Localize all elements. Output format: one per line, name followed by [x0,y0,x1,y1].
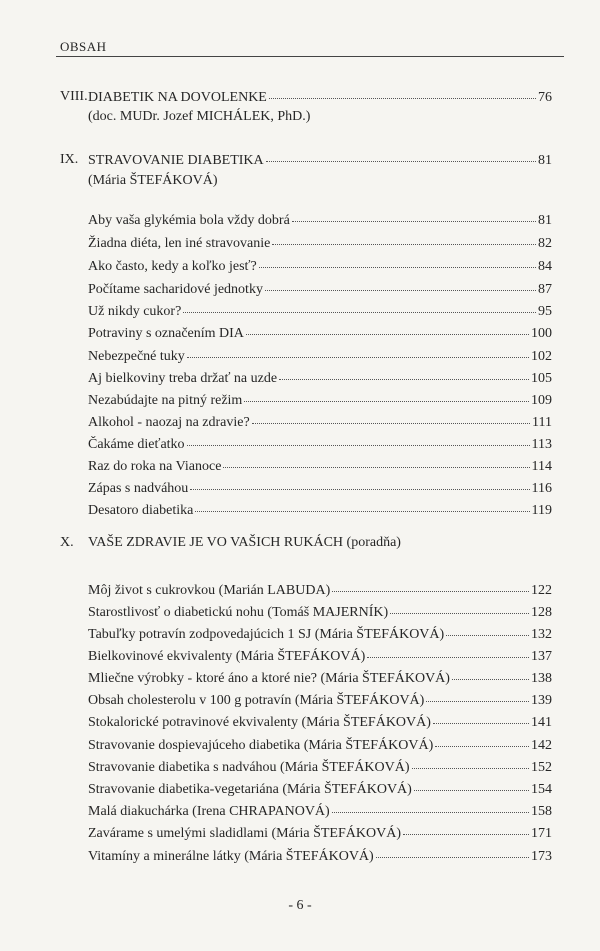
toc-entry-page-number: 119 [531,503,552,518]
dot-leader [269,85,536,99]
toc-entry-title: Nezabúdajte na pitný režim [88,393,243,408]
chapter-page-number: 76 [538,90,552,105]
toc-row [0,823,600,843]
toc-row [0,323,600,343]
toc-entry[interactable] [88,301,552,322]
toc-entry-title: Stravovanie diabetika-vegetariána (Mária ŠTEFÁKOVÁ) [88,782,412,797]
dot-leader [279,366,529,380]
toc-entry[interactable] [88,390,552,411]
toc-entry-page-number: 122 [531,583,552,598]
toc-row [0,602,600,622]
toc-entry-page-number: 114 [531,459,552,474]
toc-entry-page-number: 82 [538,236,552,251]
toc-entry[interactable] [88,279,552,300]
toc-entry-title: Vitamíny a minerálne látky (Mária ŠTEFÁKOVÁ) [88,849,374,864]
toc-entry-page-number: 141 [531,715,552,730]
toc-entry-title: Žiadna diéta, len iné stravovanie [88,236,271,251]
toc-row [0,779,600,799]
toc-row [0,690,600,710]
dot-leader [403,821,529,835]
dot-leader [223,454,529,468]
toc-entry[interactable] [88,412,552,433]
toc-entry-page-number: 132 [531,627,552,642]
toc-entry-title: Môj život s cukrovkou (Marián LABUDA) [88,583,331,598]
chapter-page-number: 81 [538,153,552,168]
toc-entry[interactable] [88,624,552,645]
toc-row [0,434,600,454]
toc-row [0,346,600,366]
chapter-heading [0,533,600,553]
toc-entry-page-number: 171 [531,826,552,841]
toc-entry-title: Stokalorické potravinové ekvivalenty (Mária ŠTEFÁKOVÁ) [88,715,431,730]
toc-entry-page-number: 139 [531,693,552,708]
toc-entry[interactable] [88,323,552,344]
chapter-heading [0,150,600,170]
toc-entry-page-number: 102 [531,349,552,364]
toc-entry-page-number: 116 [531,481,552,496]
toc-row [0,256,600,276]
dot-leader [435,733,529,747]
toc-entry[interactable] [88,735,552,756]
toc-entry[interactable] [88,580,552,601]
dot-leader [452,666,529,680]
dot-leader [426,688,529,702]
dot-leader [367,644,529,658]
chapter-entry[interactable] [88,150,552,171]
toc-entry-page-number: 100 [531,326,552,341]
toc-entry-title: Aj bielkoviny treba držať na uzde [88,371,278,386]
toc-entry-page-number: 95 [538,304,552,319]
dot-leader [190,476,529,490]
toc-entry-page-number: 109 [531,393,552,408]
running-header: OBSAH [60,39,107,54]
toc-entry-page-number: 128 [531,605,552,620]
toc-entry-title: Už nikdy cukor? [88,304,182,319]
toc-row [0,368,600,388]
toc-entry-title: Stravovanie dospievajúceho diabetika (Mária ŠTEFÁKOVÁ) [88,738,434,753]
toc-entry[interactable] [88,823,552,844]
toc-entry[interactable] [88,757,552,778]
toc-entry-title: Raz do roka na Vianoce [88,459,222,474]
toc-row [0,757,600,777]
chapter-heading [0,87,600,107]
toc-row [0,735,600,755]
chapter-number: VIII. [60,89,88,104]
toc-row [0,668,600,688]
toc-entry-title: Desatoro diabetika [88,503,194,518]
toc-entry[interactable] [88,712,552,733]
toc-entry[interactable] [88,233,552,254]
toc-entry-page-number: 113 [531,437,552,452]
toc-row [0,478,600,498]
toc-entry-title: Bielkovinové ekvivalenty (Mária ŠTEFÁKOVÁ) [88,649,366,664]
toc-entry-title: Stravovanie diabetika s nadváhou (Mária ŠTEFÁKOVÁ) [88,760,410,775]
toc-row [0,233,600,253]
chapter-title: VAŠE ZDRAVIE JE VO VAŠICH RUKÁCH (poradňa) [88,535,401,550]
dot-leader [259,254,536,268]
chapter-number: IX. [60,152,79,167]
toc-entry-title: Počítame sacharidové jednotky [88,282,263,297]
dot-leader [187,432,530,446]
toc-entry[interactable] [88,602,552,623]
dot-leader [246,321,529,335]
toc-entry[interactable] [88,456,552,477]
dot-leader [252,410,530,424]
toc-entry-title: Mliečne výrobky - ktoré áno a ktoré nie? (Mária ŠTEFÁKOVÁ) [88,671,450,686]
chapter-author-row [0,107,600,127]
toc-entry[interactable] [88,210,552,231]
toc-entry-page-number: 142 [531,738,552,753]
toc-row [0,390,600,410]
toc-entry-page-number: 137 [531,649,552,664]
toc-entry[interactable] [88,690,552,711]
toc-entry[interactable] [88,346,552,367]
toc-entry[interactable] [88,779,552,800]
toc-entry-page-number: 158 [531,804,552,819]
dot-leader [433,710,529,724]
toc-entry-title: Zápas s nadváhou [88,481,189,496]
toc-entry-title: Potraviny s označením DIA [88,326,244,341]
chapter-title: DIABETIK NA DOVOLENKE [88,90,267,105]
toc-row [0,500,600,520]
toc-row [0,646,600,666]
dot-leader [292,208,536,222]
toc-entry[interactable] [88,500,552,521]
toc-entry-page-number: 84 [538,259,552,274]
toc-entry[interactable] [88,646,552,667]
toc-entry-page-number: 173 [531,849,552,864]
chapter-author: (doc. MUDr. Jozef MICHÁLEK, PhD.) [88,109,311,124]
toc-row [0,846,600,866]
toc-entry-title: Zavárame s umelými sladidlami (Mária ŠTEFÁKOVÁ) [88,826,401,841]
chapter-title: STRAVOVANIE DIABETIKA [88,153,264,168]
toc-row [0,301,600,321]
toc-entry-title: Tabuľky potravín zodpovedajúcich 1 SJ (Mária ŠTEFÁKOVÁ) [88,627,445,642]
toc-entry-title: Aby vaša glykémia bola vždy dobrá [88,213,290,228]
dot-leader [414,777,529,791]
dot-leader [265,277,536,291]
toc-entry-page-number: 111 [532,415,552,430]
dot-leader [183,299,536,313]
dot-leader [446,622,529,636]
toc-entry-title: Obsah cholesterolu v 100 g potravín (Mária ŠTEFÁKOVÁ) [88,693,425,708]
toc-row [0,456,600,476]
toc-entry[interactable] [88,478,552,499]
toc-row [0,801,600,821]
toc-entry-page-number: 105 [531,371,552,386]
toc-entry-title: Čakáme dieťatko [88,437,185,452]
toc-entry-page-number: 138 [531,671,552,686]
toc-entry-page-number: 81 [538,213,552,228]
toc-entry[interactable] [88,846,552,867]
dot-leader [272,231,536,245]
toc-entry[interactable] [88,256,552,277]
toc-entry[interactable] [88,801,552,822]
dot-leader [266,148,536,162]
toc-row [0,580,600,600]
header-rule [56,56,564,57]
toc-entry-title: Malá diakuchárka (Irena CHRAPANOVÁ) [88,804,330,819]
toc-entry-title: Ako často, kedy a koľko jesť? [88,259,257,274]
toc-entry-title: Nebezpečné tuky [88,349,185,364]
dot-leader [195,498,529,512]
toc-entry-title: Starostlivosť o diabetickú nohu (Tomáš MAJERNÍK) [88,605,389,620]
toc-entry[interactable] [88,668,552,689]
toc-row [0,624,600,644]
toc-row [0,712,600,732]
toc-entry[interactable] [88,368,552,389]
toc-row [0,412,600,432]
dot-leader [332,799,529,813]
page-number: - 6 - [288,898,312,913]
toc-entry-page-number: 87 [538,282,552,297]
chapter-entry[interactable] [88,87,552,108]
toc-entry-page-number: 152 [531,760,552,775]
dot-leader [332,578,529,592]
chapter-author: (Mária ŠTEFÁKOVÁ) [88,173,218,188]
toc-row [0,279,600,299]
dot-leader [244,388,529,402]
toc-entry-title: Alkohol - naozaj na zdravie? [88,415,250,430]
toc-row [0,210,600,230]
dot-leader [187,344,529,358]
chapter-entry[interactable] [88,533,401,553]
toc-entry[interactable] [88,434,552,455]
dot-leader [412,755,529,769]
toc-entry-page-number: 154 [531,782,552,797]
dot-leader [376,844,529,858]
chapter-number: X. [60,535,74,550]
chapter-author-row [0,171,600,191]
dot-leader [390,600,529,614]
